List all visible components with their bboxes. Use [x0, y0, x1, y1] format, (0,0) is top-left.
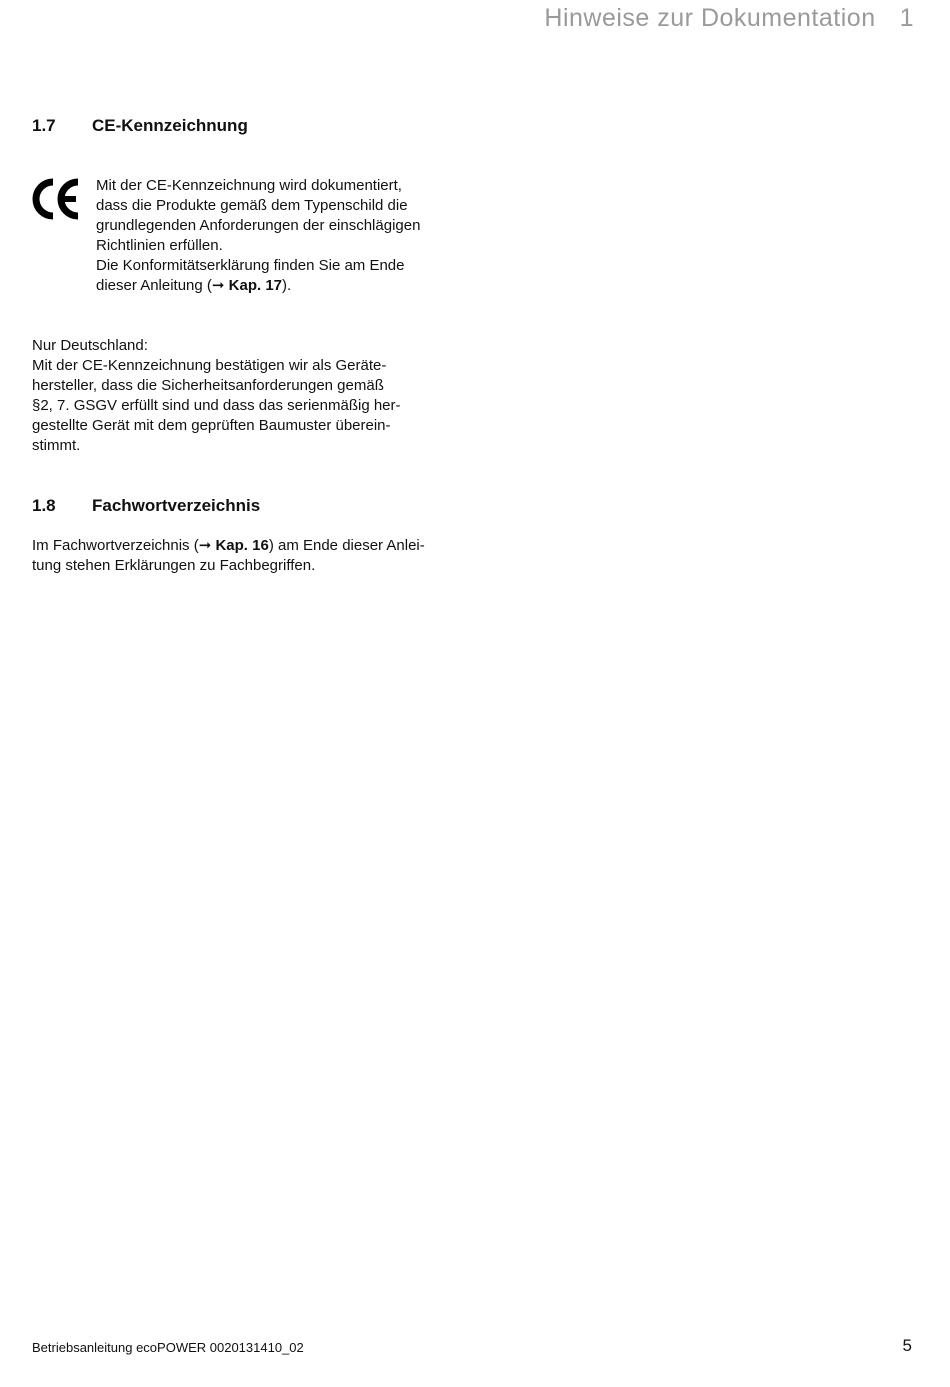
chapter-number: 1: [899, 4, 914, 32]
running-header: [544, 4, 914, 33]
section-number: 1.8: [32, 496, 56, 515]
chapter-reference-link[interactable]: Kap. 17: [228, 277, 283, 294]
header-title: Hinweise zur Dokumentation: [544, 4, 876, 32]
chapter-reference-link[interactable]: Kap. 16: [215, 537, 269, 554]
text-fragment: Im Fachwortverzeichnis (: [32, 537, 199, 554]
text-line-with-reference: [32, 536, 452, 556]
section-number: 1.7: [32, 116, 56, 135]
text-fragment: ) am Ende dieser Anlei-: [268, 537, 425, 554]
arrow-right-icon: ➞: [198, 537, 212, 554]
text-fragment: dieser Anleitung (: [96, 277, 212, 294]
text-line: gestellte Gerät mit dem geprüften Baumuster überein-: [32, 417, 391, 434]
text-line: grundlegenden Anforderungen der einschlägigen: [96, 217, 421, 234]
germany-note-paragraph: [32, 336, 442, 456]
section-heading-1-7: [32, 116, 248, 136]
ce-paragraph: [96, 176, 476, 296]
arrow-right-icon: ➞: [211, 277, 225, 294]
text-line: hersteller, dass die Sicherheitsanforderungen gemäß: [32, 377, 384, 394]
ce-mark-icon: [32, 178, 82, 220]
text-line: dass die Produkte gemäß dem Typenschild die: [96, 197, 408, 214]
page-number: 5: [902, 1336, 912, 1355]
glossary-paragraph: [32, 536, 452, 576]
text-line: Mit der CE-Kennzeichnung bestätigen wir als Geräte-: [32, 357, 387, 374]
text-line: Mit der CE-Kennzeichnung wird dokumentiert,: [96, 177, 402, 194]
section-heading-1-8: [32, 496, 260, 516]
text-line: §2, 7. GSGV erfüllt sind und dass das serienmäßig her-: [32, 397, 401, 414]
footer-document-id: Betriebsanleitung ecoPOWER 0020131410_02: [32, 1340, 304, 1355]
text-fragment: ).: [282, 277, 292, 294]
text-line: Nur Deutschland:: [32, 337, 148, 354]
section-title: Fachwortverzeichnis: [92, 496, 261, 515]
text-line-with-reference: [96, 276, 476, 296]
section-title: CE-Kennzeichnung: [92, 116, 248, 135]
text-line: stimmt.: [32, 437, 81, 454]
text-line: Richtlinien erfüllen.: [96, 237, 223, 254]
text-line: Die Konformitätserklärung finden Sie am Ende: [96, 257, 405, 274]
text-line: tung stehen Erklärungen zu Fachbegriffen.: [32, 557, 316, 574]
